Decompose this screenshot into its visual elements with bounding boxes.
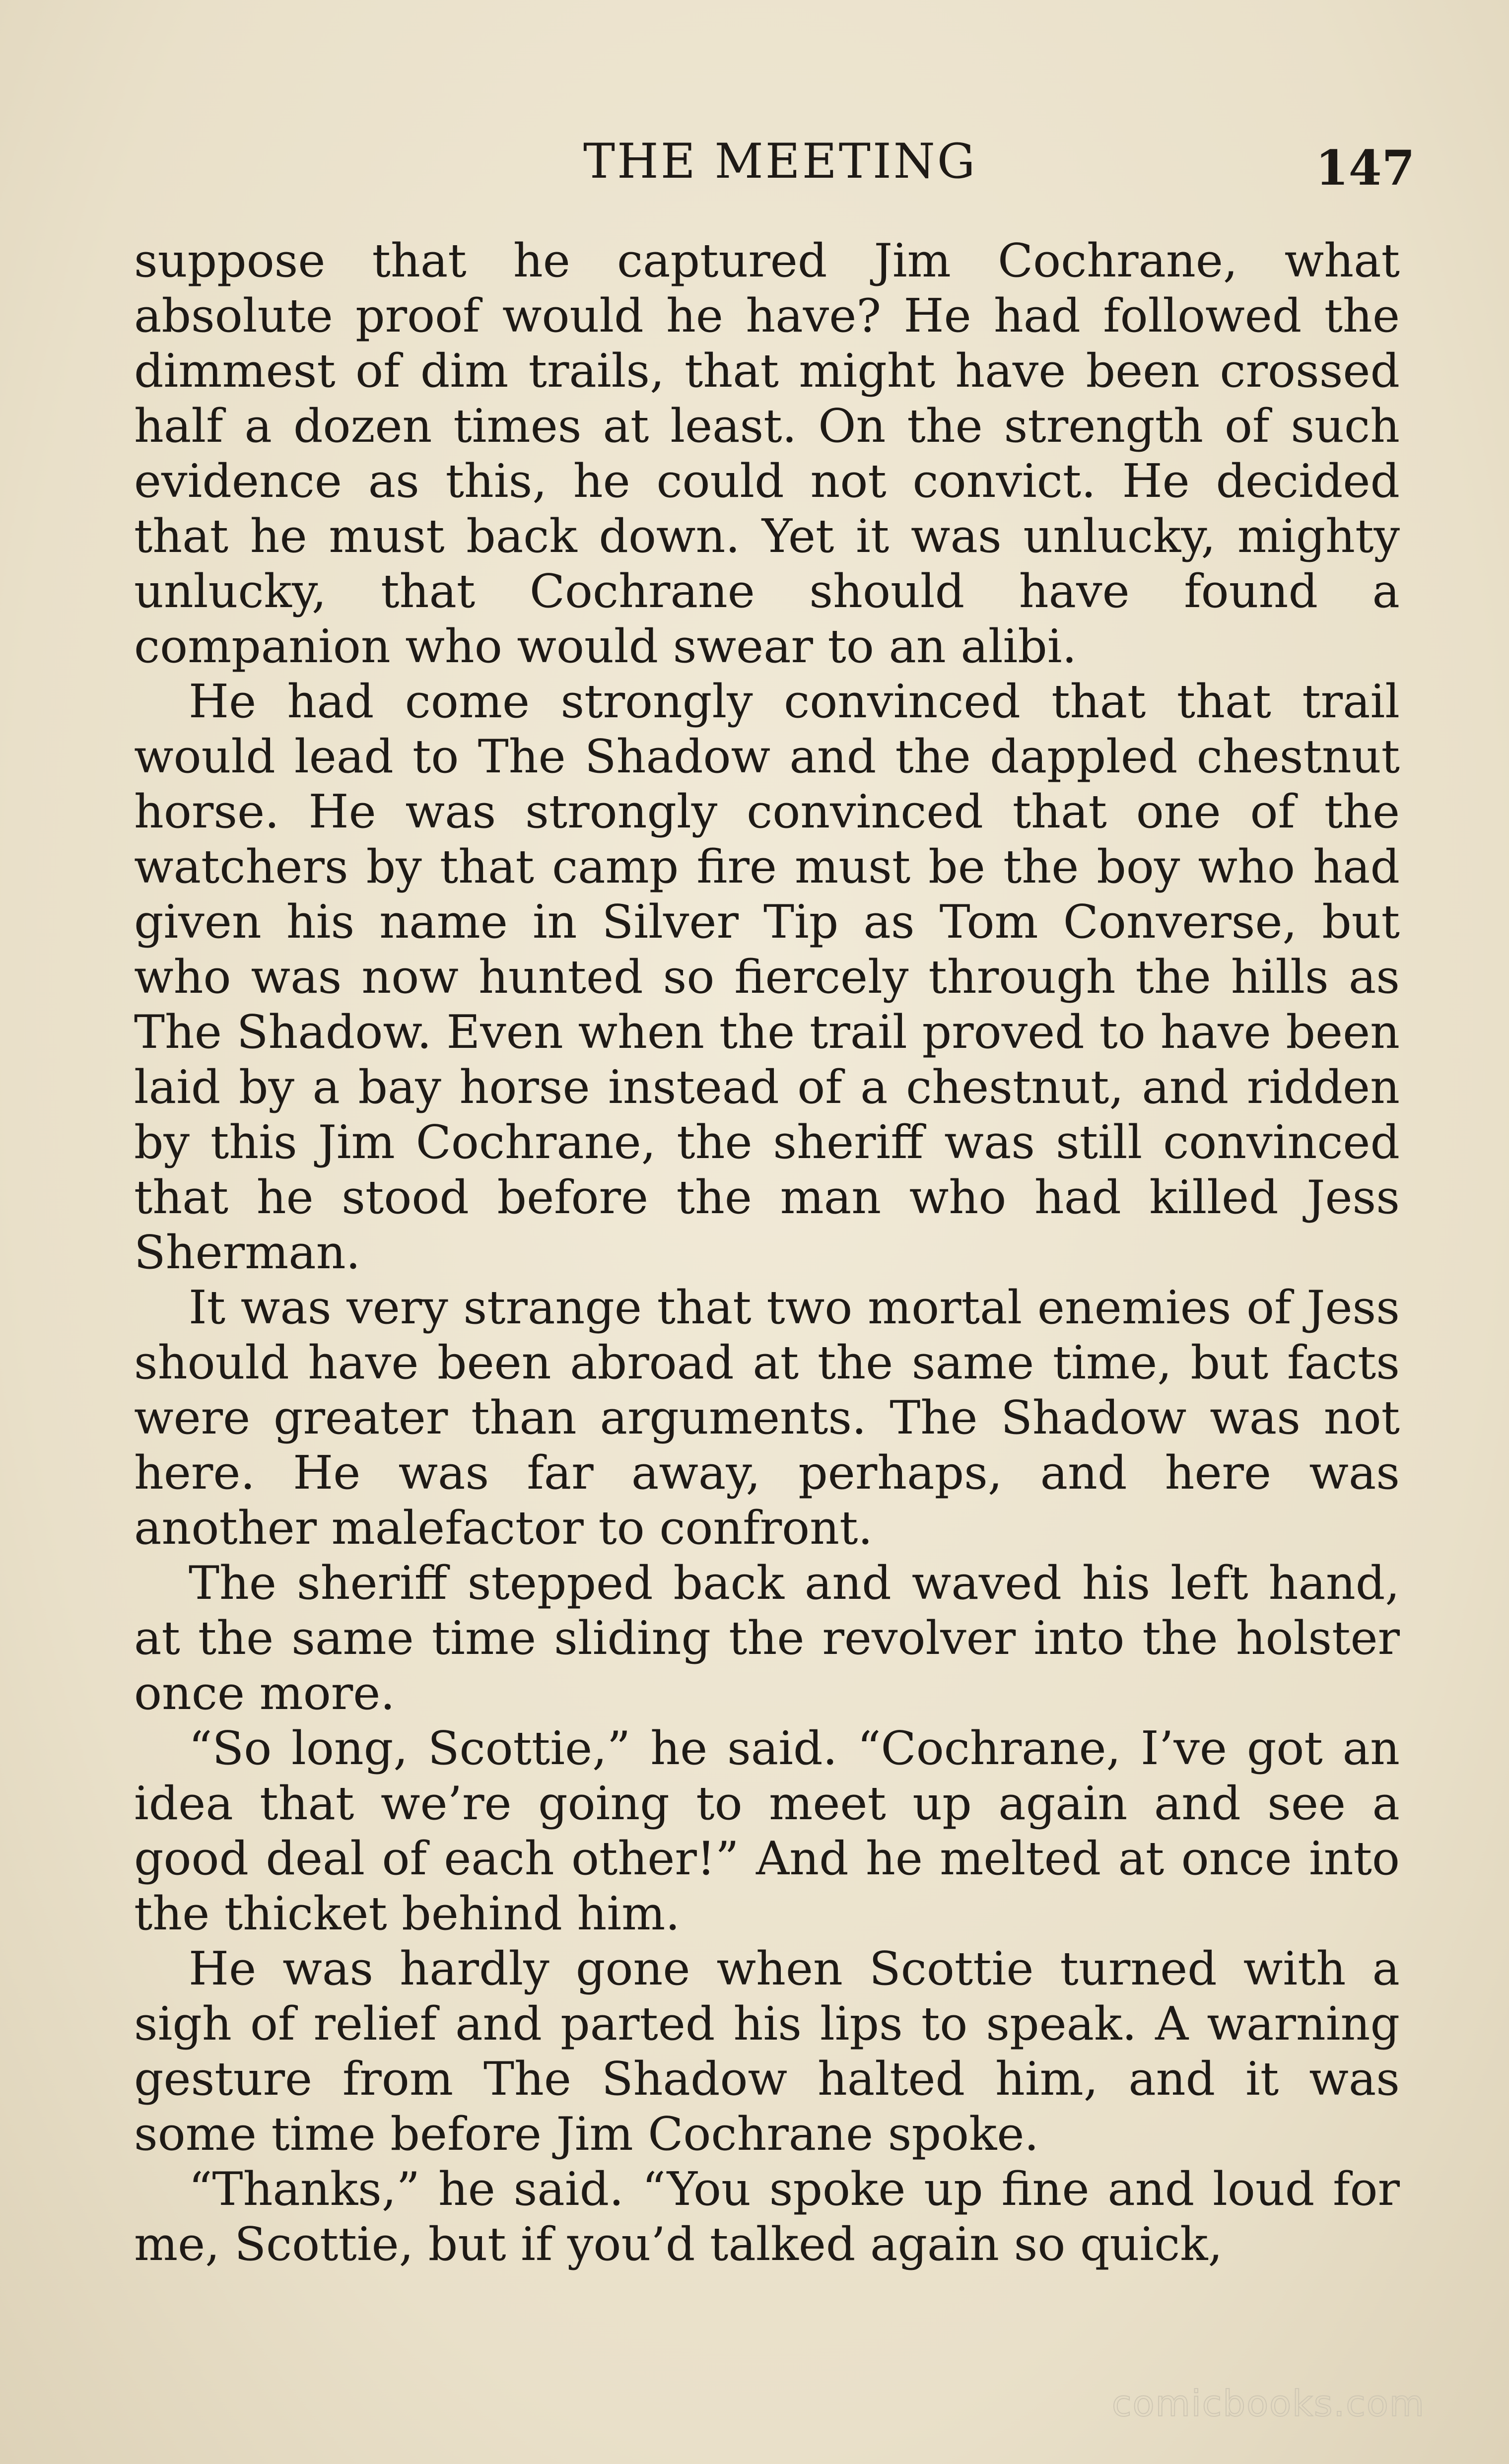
paragraph-1: suppose that he captured Jim Cochrane, what absolute proof would he have? He had followed the dimmest of dim trails, that might have been crossed half a dozen times at least. On the strength of such evidence as this, he could not convict. He decided that he must back down. Yet it was unlucky, mighty unlucky, that Cochrane should have found a companion who would swear to an alibi.: [134, 234, 1400, 673]
body-text: [134, 233, 1400, 2298]
page-number: 147: [1315, 140, 1415, 196]
paragraph-6: He was hardly gone when Scottie turned with a sigh of relief and parted his lips to speak. A warning gesture from The Shadow halted him, and it was some time before Jim Cochrane spoke.: [134, 1942, 1400, 2161]
paragraph-4: The sheriff stepped back and waved his left hand, at the same time sliding the revolver into the holster once more.: [134, 1556, 1400, 1720]
paragraph-3: It was very strange that two mortal enemies of Jess should have been abroad at the same time, but facts were greater than arguments. The Shadow was not here. He was far away, perhaps, and here was another malefactor to confront.: [134, 1281, 1400, 1555]
paragraph-5: “So long, Scottie,” he said. “Cochrane, I’ve got an idea that we’re going to meet up again and see a good deal of each other!” And he melted at once into the thicket behind him.: [134, 1721, 1400, 1940]
paragraph-7: “Thanks,” he said. “You spoke up fine and loud for me, Scottie, but if you’d talked again so quick,: [134, 2162, 1400, 2271]
paragraph-2: He had come strongly convinced that that trail would lead to The Shadow and the dappled chestnut horse. He was strongly convinced that one of the watchers by that camp fire must be the boy who had given his name in Silver Tip as Tom Converse, but who was now hunted so fiercely through the hills as The Shadow. Even when the trail proved to have been laid by a bay horse instead of a chestnut, and ridden by this Jim Cochrane, the sheriff was still convinced that he stood before the man who had killed Jess Sherman.: [134, 675, 1400, 1279]
chapter-title: THE MEETING: [583, 134, 977, 189]
running-head: [0, 134, 1509, 196]
site-watermark: comicbooks.com: [1112, 2383, 1426, 2424]
